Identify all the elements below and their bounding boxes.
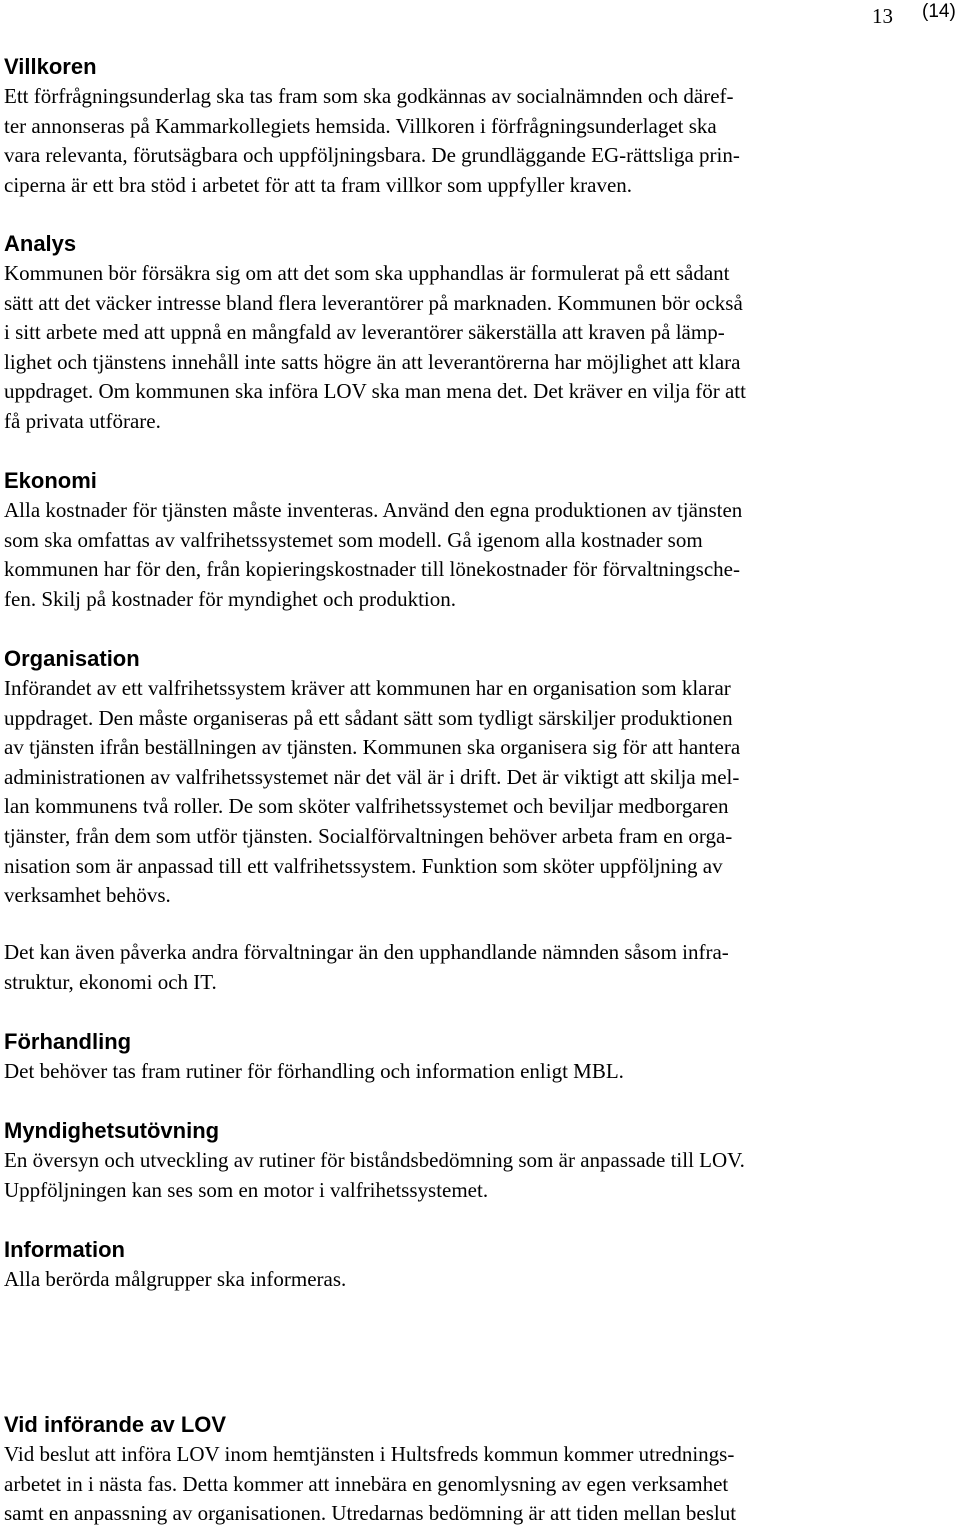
section-paragraph <box>4 1057 954 1087</box>
page-total: (14) <box>922 1 956 22</box>
section-paragraph <box>4 1146 954 1205</box>
section-organisation <box>4 644 954 911</box>
section-paragraph <box>4 1440 954 1529</box>
section-paragraph <box>4 496 954 614</box>
section-ekonomi <box>4 466 954 614</box>
section-heading: Vid införande av LOV <box>4 1412 227 1437</box>
text-line: En översyn och utveckling av rutiner för biståndsbedömning som är anpassade till LOV. <box>4 1148 745 1172</box>
text-line: administrationen av valfrihetssystemet när det väl är i drift. Det är viktigt att skilja mel- <box>4 764 740 789</box>
text-line: Ett förfrågningsunderlag ska tas fram som ska godkännas av socialnämnden och däref- <box>4 84 734 108</box>
section-paragraph <box>4 259 954 437</box>
text-line: verksamhet behövs. <box>4 883 171 908</box>
section-heading: Ekonomi <box>4 468 97 493</box>
text-line: ciperna är ett bra stöd i arbetet för att ta fram villkor som uppfyller kraven. <box>4 172 633 197</box>
text-line: uppdraget. Den måste organiseras på ett sådant sätt som tydligt särskiljer produktionen <box>4 705 733 730</box>
page-header <box>0 0 960 40</box>
section-paragraph-infrastructure <box>4 938 954 997</box>
page-number: 13 <box>872 4 893 28</box>
text-line: lighet och tjänstens innehåll inte satts högre än att leverantörerna har möjlighet att klara <box>4 349 741 374</box>
section-heading: Information <box>4 1237 125 1262</box>
text-line: Alla kostnader för tjänsten måste inventeras. Använd den egna produktionen av tjänsten <box>4 498 743 522</box>
text-line: som ska omfattas av valfrihetssystemet som modell. Gå igenom alla kostnader som <box>4 527 703 552</box>
text-line: uppdraget. Om kommunen ska införa LOV ska man mena det. Det kräver en vilja för att <box>4 379 746 404</box>
text-line: fen. Skilj på kostnader för myndighet och produktion. <box>4 586 457 611</box>
text-line: nisation som är anpassad till ett valfrihetssystem. Funktion som sköter uppföljning av <box>4 853 723 878</box>
text-line: få privata utförare. <box>4 408 161 433</box>
text-line: struktur, ekonomi och IT. <box>4 969 217 994</box>
text-line: Kommunen bör försäkra sig om att det som ska upphandlas är formulerat på ett sådant <box>4 261 730 285</box>
section-analys <box>4 229 954 437</box>
text-line: ter annonseras på Kammarkollegiets hemsida. Villkoren i förfrågningsunderlaget ska <box>4 113 717 138</box>
section-villkoren <box>4 52 954 200</box>
text-line: Vid beslut att införa LOV inom hemtjänsten i Hultsfreds kommun kommer utrednings- <box>4 1442 735 1466</box>
section-information <box>4 1235 954 1295</box>
text-line: Det behöver tas fram rutiner för förhandling och information enligt MBL. <box>4 1059 624 1083</box>
section-paragraph <box>4 938 954 997</box>
text-line: sätt att det väcker intresse bland flera leverantörer på marknaden. Kommunen bör också <box>4 290 743 315</box>
section-vid-inforande-av-lov <box>4 1410 954 1529</box>
text-line: lan kommunens två roller. De som sköter valfrihetssystemet och beviljar medborgaren <box>4 794 729 819</box>
text-line: Uppföljningen kan ses som en motor i valfrihetssystemet. <box>4 1177 489 1202</box>
text-line: i sitt arbete med att uppnå en mångfald av leverantörer säkerställa att kraven på lämp- <box>4 320 725 345</box>
section-paragraph <box>4 1265 954 1295</box>
text-line: arbetet in i nästa fas. Detta kommer att innebära en genomlysning av egen verksamhet <box>4 1471 729 1496</box>
section-heading: Förhandling <box>4 1029 132 1054</box>
section-paragraph <box>4 82 954 200</box>
section-heading: Organisation <box>4 646 140 671</box>
text-line: av tjänsten ifrån beställningen av tjänsten. Kommunen ska organisera sig för att hantera <box>4 735 741 760</box>
text-line: kommunen har för den, från kopieringskostnader till lönekostnader för förvaltningsche- <box>4 557 740 582</box>
section-heading: Myndighetsutövning <box>4 1118 220 1143</box>
section-heading: Analys <box>4 231 77 256</box>
text-line: Det kan även påverka andra förvaltningar än den upphandlande nämnden såsom infra- <box>4 940 729 964</box>
text-line: Införandet av ett valfrihetssystem kräver att kommunen har en organisation som klarar <box>4 676 731 700</box>
section-forhandling <box>4 1027 954 1087</box>
text-line: tjänster, från dem som utför tjänsten. Socialförvaltningen behöver arbeta fram en orga- <box>4 823 733 848</box>
text-line: samt en anpassning av organisationen. Utredarnas bedömning är att tiden mellan beslut <box>4 1501 737 1526</box>
text-line: Alla berörda målgrupper ska informeras. <box>4 1267 347 1291</box>
section-myndighetsutovning <box>4 1116 954 1205</box>
section-heading: Villkoren <box>4 54 97 79</box>
section-paragraph <box>4 674 954 911</box>
text-line: vara relevanta, förutsägbara och uppföljningsbara. De grundläggande EG-rättsliga prin- <box>4 143 740 168</box>
